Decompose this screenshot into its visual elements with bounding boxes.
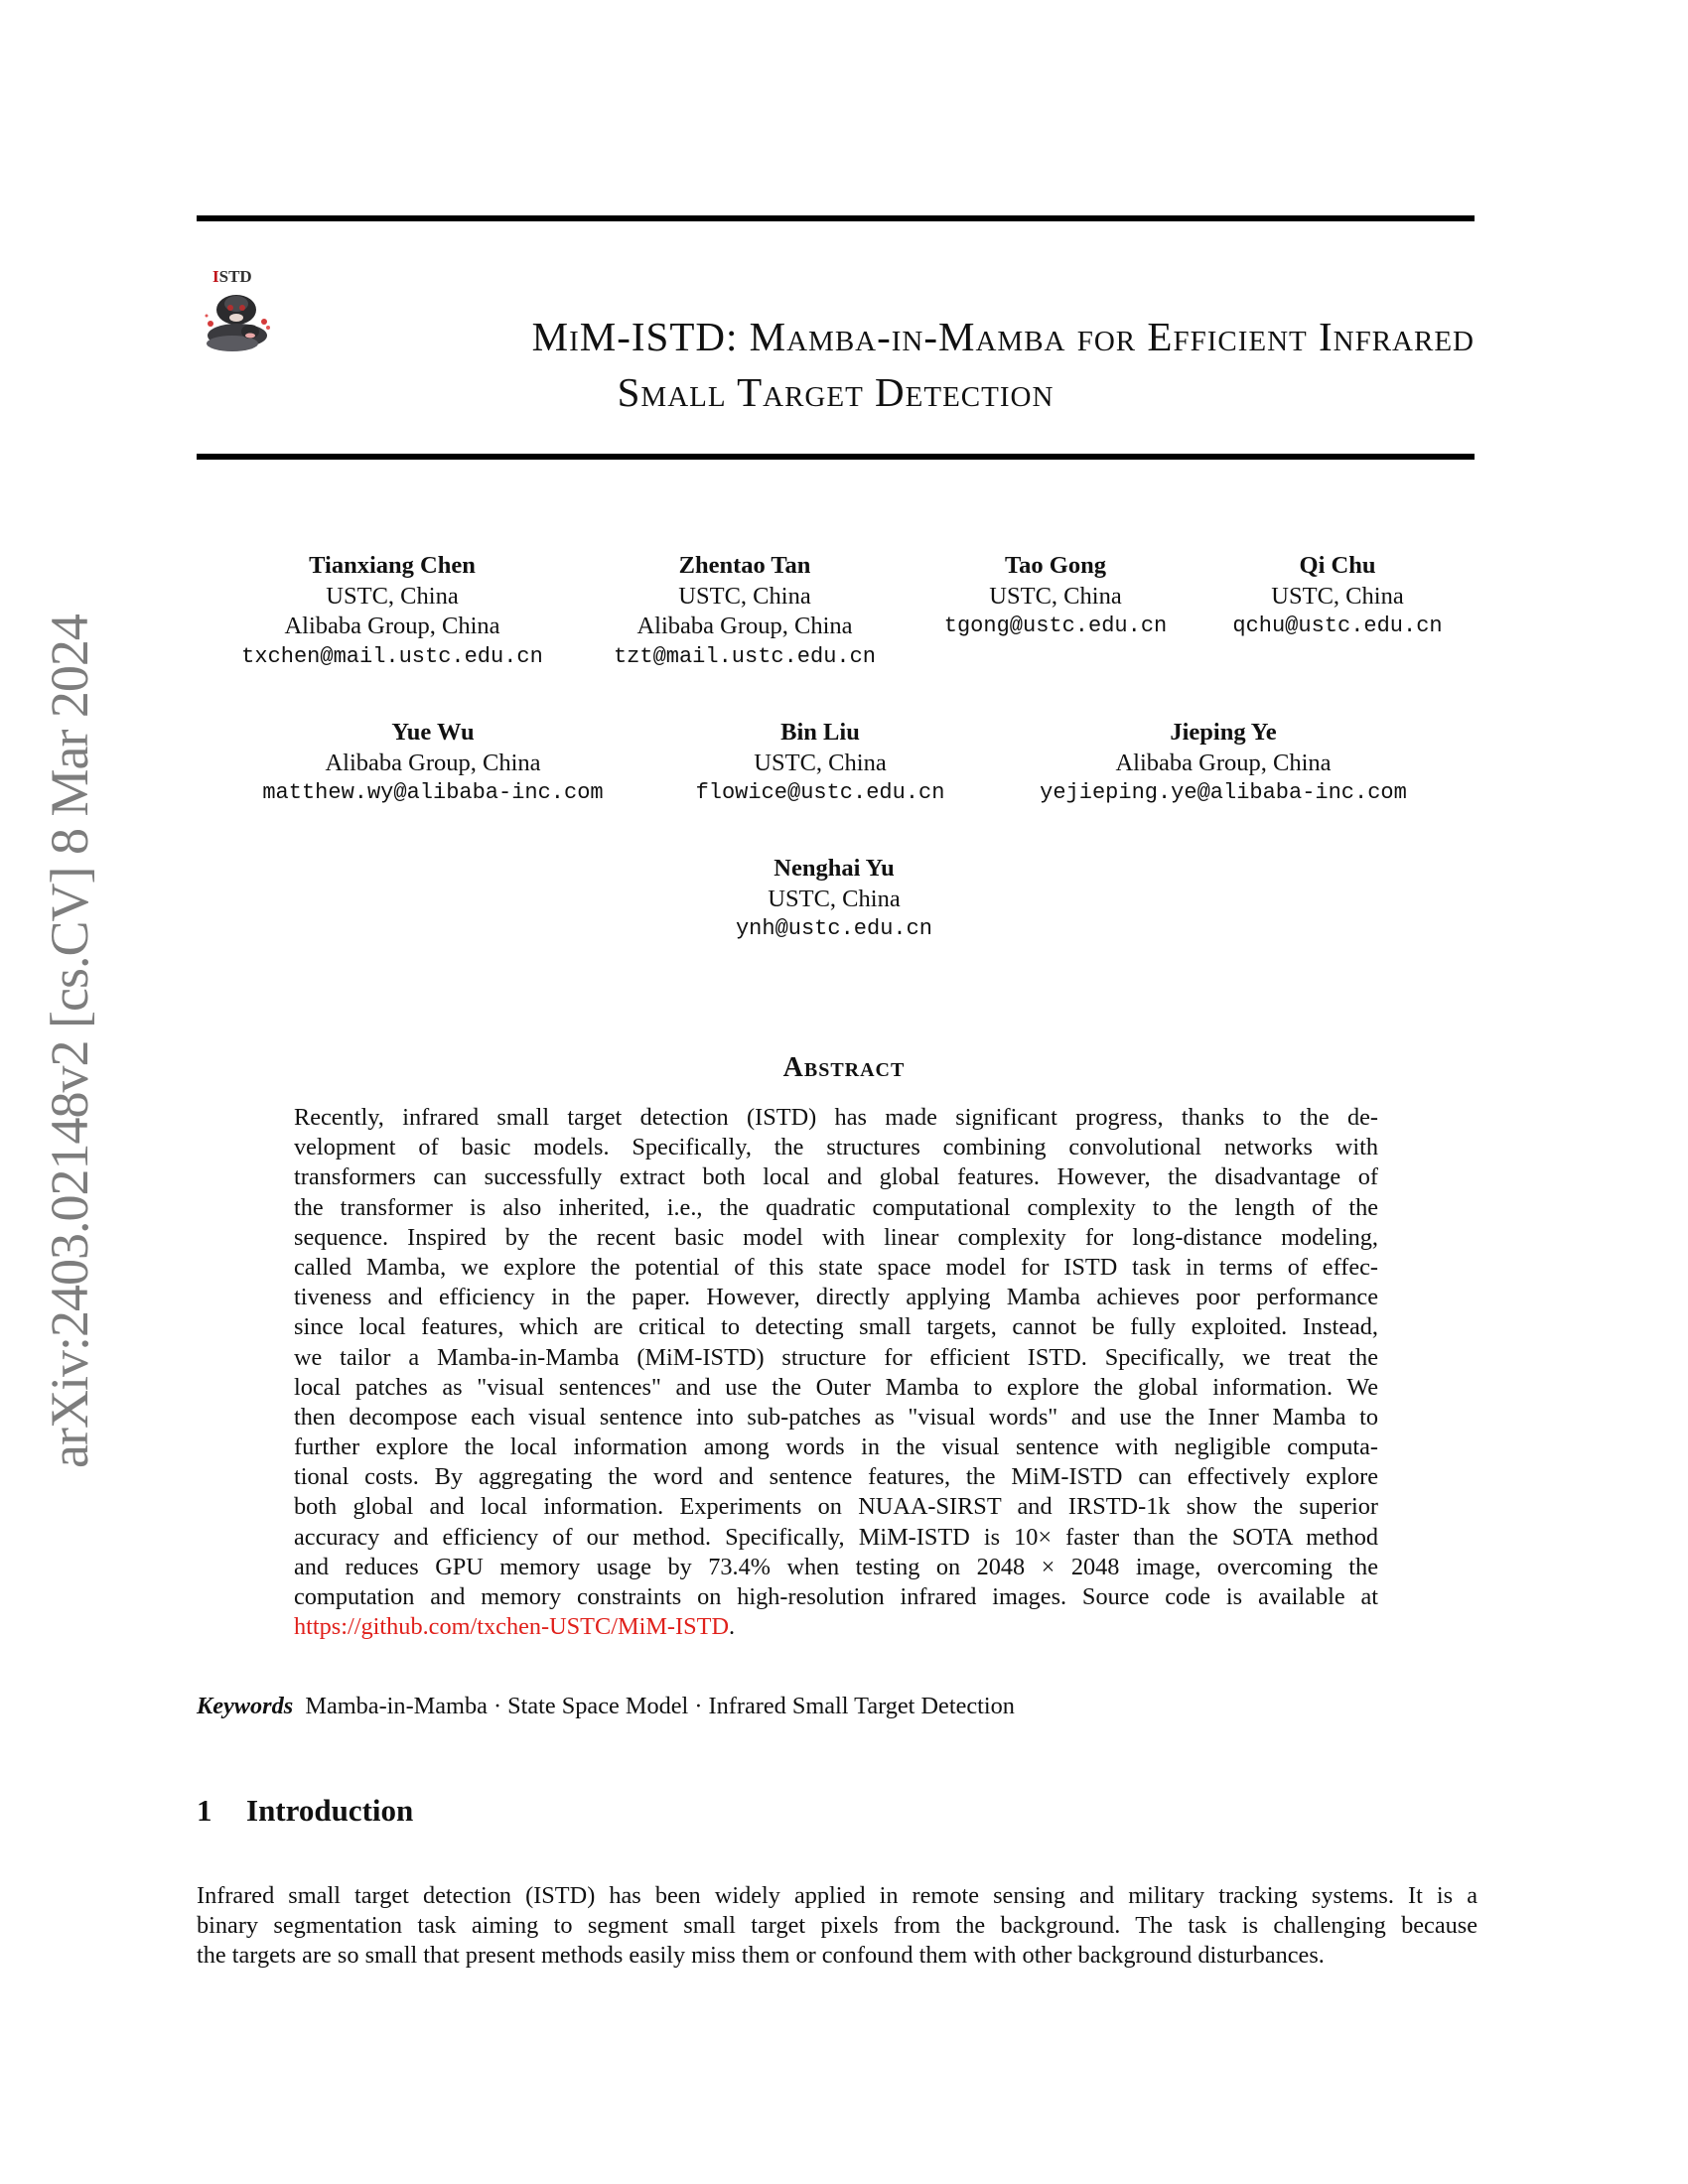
link-suffix: . [729,1613,736,1641]
author-email[interactable]: flowice@ustc.edu.cn [695,780,945,805]
paper-title [197,309,1475,420]
section-title: Introduction [246,1793,414,1828]
author-block [218,551,566,672]
author-affiliation: USTC, China [678,582,811,610]
author-email[interactable]: qchu@ustc.edu.cn [1232,614,1443,638]
author-affiliation: USTC, China [754,749,887,776]
intro-line: binary segmentation task aiming to segment small target pixels from the background. The task is challenging because [197,1912,1477,1940]
abstract-line: and reduces GPU memory usage by 73.4% when testing on 2048 × 2048 image, overcoming the [294,1553,1378,1580]
abstract-line: tiveness and efficiency in the paper. However, directly applying Mamba achieves poor performance [294,1284,1378,1311]
abstract-line-last [294,1612,1378,1642]
author-name: Tao Gong [1005,552,1106,579]
author-affiliation: USTC, China [989,582,1122,610]
author-affiliation: USTC, China [768,885,901,912]
author-affiliation: USTC, China [326,582,459,610]
author-email[interactable]: ynh@ustc.edu.cn [735,916,933,941]
author-name: Tianxiang Chen [309,552,476,579]
abstract-line: accuracy and efficiency of our method. Specifically, MiM-ISTD is 10× faster than the SOTA method [294,1523,1378,1551]
author-name: Zhentao Tan [678,552,811,579]
author-affiliation: Alibaba Group, China [284,613,500,639]
author-block [1203,551,1472,642]
source-code-link[interactable]: https://github.com/txchen-USTC/MiM-ISTD [294,1613,730,1641]
author-block [1015,718,1432,809]
abstract-line: Recently, infrared small target detection (ISTD) has made significant progress, thanks to the de- [294,1104,1378,1131]
author-affiliation: USTC, China [1271,582,1404,610]
abstract-line: transformers can successfully extract both local and global features. However, the disadvantage of [294,1163,1378,1191]
abstract-line: called Mamba, we explore the potential of this state space model for ISTD task in terms of effec- [294,1253,1378,1281]
arxiv-stamp [40,572,99,1510]
author-block [586,551,904,672]
abstract-line: sequence. Inspired by the recent basic model with linear complexity for long-distance modeling, [294,1223,1378,1251]
author-email[interactable]: yejieping.ye@alibaba-inc.com [1040,780,1407,805]
abstract-line: the transformer is also inherited, i.e., the quadratic computational complexity to the length of the [294,1193,1378,1221]
section-heading-introduction [197,1793,413,1829]
author-name: Yue Wu [391,719,475,746]
abstract-line: computation and memory constraints on high-resolution infrared images. Source code is available at [294,1583,1378,1610]
abstract-heading: Abstract [782,1052,906,1083]
section-number: 1 [197,1793,212,1828]
author-block [234,718,632,809]
introduction-body [197,1881,1477,1972]
intro-line: Infrared small target detection (ISTD) has been widely applied in remote sensing and military tracking systems. It is a [197,1882,1477,1909]
author-email[interactable]: txchen@mail.ustc.edu.cn [241,643,543,669]
abstract-line: both global and local information. Experiments on NUAA-SIRST and IRSTD-1k show the superior [294,1493,1378,1521]
abstract-line: velopment of basic models. Specifically, the structures combining convolutional networks with [294,1134,1378,1161]
author-name: Jieping Ye [1170,719,1277,746]
abstract-line: since local features, which are critical to detecting small targets, cannot be fully exploited. Instead, [294,1313,1378,1341]
bottom-rule [197,454,1475,460]
author-name: Bin Liu [780,719,860,746]
abstract-line: local patches as "visual sentences" and use the Outer Mamba to explore the global information. We [294,1373,1378,1401]
author-block [671,718,969,809]
intro-line: the targets are so small that present methods easily miss them or confound them with other background disturbances. [197,1942,1325,1970]
top-rule [197,215,1475,221]
author-block [685,854,983,945]
svg-text:ISTD: ISTD [212,267,252,286]
abstract-body [294,1103,1378,1642]
abstract-line: further explore the local information among words in the visual sentence with negligible computa- [294,1433,1378,1461]
title-line-1: MiM-ISTD: Mamba-in-Mamba for Efficient Infrared [531,314,1475,359]
author-email[interactable]: matthew.wy@alibaba-inc.com [262,780,604,805]
author-name: Qi Chu [1299,552,1376,579]
author-block [921,551,1190,642]
author-affiliation: Alibaba Group, China [636,613,853,639]
author-email[interactable]: tzt@mail.ustc.edu.cn [613,643,877,669]
keywords-text: Mamba-in-Mamba · State Space Model · Infrared Small Target Detection [305,1693,1015,1719]
author-name: Nenghai Yu [774,855,895,882]
keywords [197,1693,1015,1720]
author-affiliation: Alibaba Group, China [325,749,541,776]
abstract-line: we tailor a Mamba-in-Mamba (MiM-ISTD) structure for efficient ISTD. Specifically, we treat the [294,1343,1378,1371]
abstract-line: then decompose each visual sentence into sub-patches as "visual words" and use the Inner Mamba to [294,1403,1378,1431]
author-email[interactable]: tgong@ustc.edu.cn [943,614,1168,638]
title-line-2: Small Target Detection [617,369,1055,415]
arxiv-identifier: arXiv:2403.02148v2 [cs.CV] 8 Mar 2024 [40,614,99,1468]
abstract-line: tional costs. By aggregating the word and sentence features, the MiM-ISTD can effectively explore [294,1463,1378,1491]
keywords-label: Keywords [197,1693,294,1719]
author-affiliation: Alibaba Group, China [1115,749,1332,776]
